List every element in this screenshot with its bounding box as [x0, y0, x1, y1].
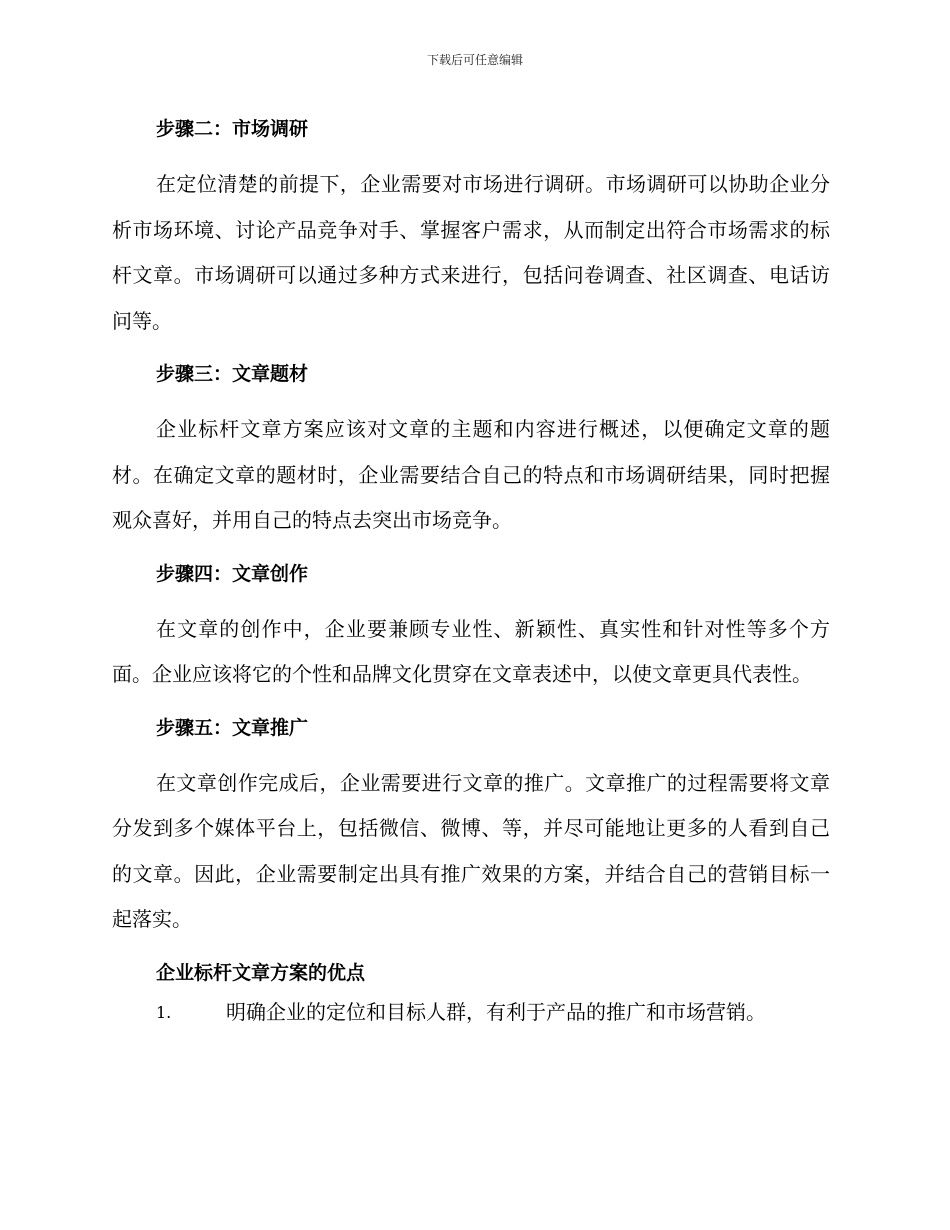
document-body — [112, 112, 830, 1035]
section-heading-step-2: 步骤二：市场调研 — [156, 118, 309, 140]
page-header: 下载后可任意编辑 — [426, 53, 523, 67]
section-body-step-3: 企业标杆文章方案应该对文章的主题和内容进行概述，以便确定文章的题材。在确定文章的题材时，企业需要结合自己的特点和市场调研结果，同时把握观众喜好，并用自己的特点去突出市场竞争。 — [112, 417, 830, 532]
list-item — [112, 990, 830, 1035]
section-heading-step-4: 步骤四：文章创作 — [156, 562, 309, 585]
section-heading-step-5: 步骤五：文章推广 — [156, 716, 309, 739]
list-item-text: 明确企业的定位和目标人群，有利于产品的推广和市场营销。 — [226, 999, 766, 1024]
list-item-number: 1. — [156, 1002, 172, 1022]
section-heading-step-3: 步骤三：文章题材 — [156, 363, 309, 385]
section-body-step-2: 在定位清楚的前提下，企业需要对市场进行调研。市场调研可以协助企业分析市场环境、讨论产品竞争对手、掌握客户需求，从而制定出符合市场需求的标杆文章。市场调研可以通过多种方式来进行，包括问卷调查、社区调查、电话访问等。 — [112, 172, 830, 333]
section-body-step-5: 在文章创作完成后，企业需要进行文章的推广。文章推广的过程需要将文章分发到多个媒体平台上，包括微信、微博、等，并尽可能地让更多的人看到自己的文章。因此，企业需要制定出具有推广效果的方案，并结合自己的营销目标一起落实。 — [112, 770, 830, 931]
advantages-heading: 企业标杆文章方案的优点 — [156, 961, 366, 984]
section-body-step-4: 在文章的创作中，企业要兼顾专业性、新颖性、真实性和针对性等多个方面。企业应该将它的个性和品牌文化贯穿在文章表述中，以使文章更具代表性。 — [112, 616, 830, 686]
